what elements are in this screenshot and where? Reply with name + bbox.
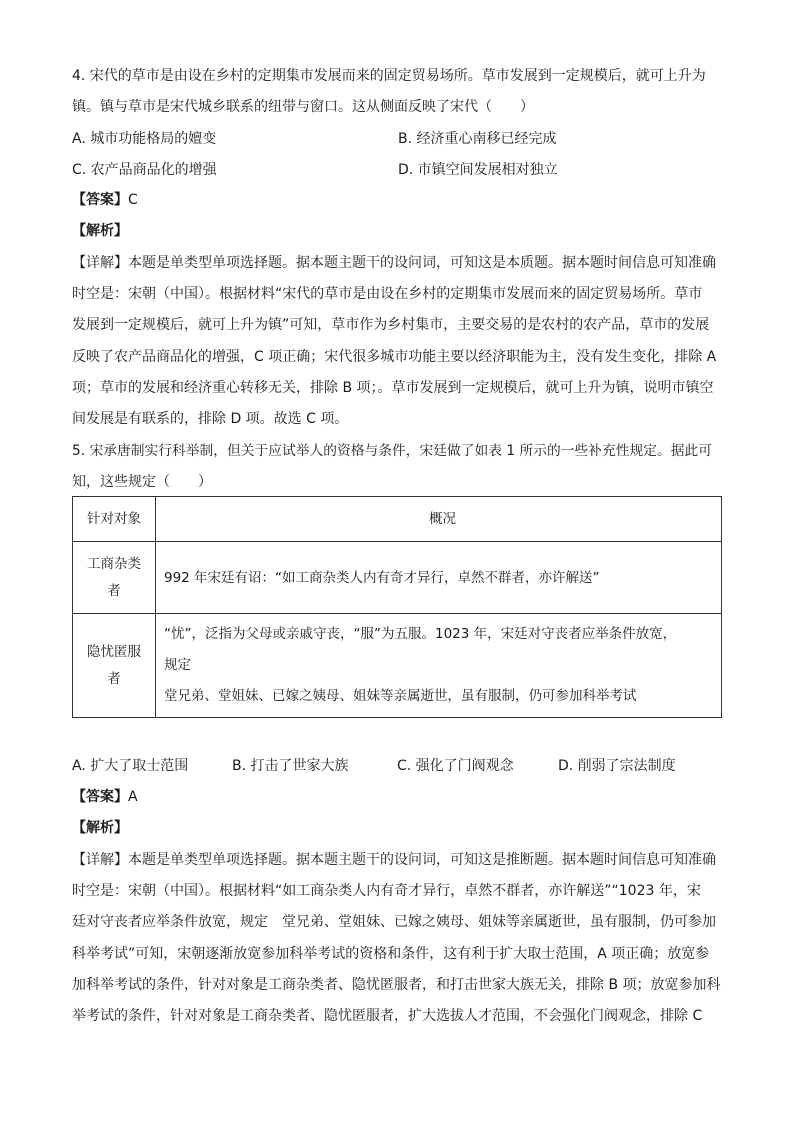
q5-option-a: A. 扩大了取士范围 [72, 758, 189, 774]
q4-detail-line-3: 发展到一定规模后，就可上升为镇”可知，草市作为乡村集市，主要交易的是农村的农产品，草市的发展 [72, 317, 710, 333]
q5-material-table [72, 496, 722, 718]
q4-stem-line-2: 镇。镇与草市是宋代城乡联系的纽带与窗口。这从侧面反映了宋代（ ） [72, 99, 534, 115]
table-row [73, 542, 722, 614]
q5-detail-line-6: 举考试的条件，针对对象是工商杂类者、隐忧匿服者，扩大选拔人才范围，不会强化门阀观念，排除 C [72, 1008, 703, 1024]
q4-answer-value: C [128, 192, 138, 208]
q5-option-c: C. 强化了门阀观念 [397, 758, 514, 774]
q4-detail-line-5: 项；草市的发展和经济重心转移无关，排除 B 项；。草市发展到一定规模后，就可上升为镇，说明市镇空 [72, 380, 714, 396]
q5-stem-line-2: 知，这些规定（ ） [72, 474, 212, 490]
table-cell-desc [156, 542, 722, 614]
q4-option-d: D. 市镇空间发展相对独立 [398, 162, 558, 178]
table-header-row [73, 497, 722, 542]
q5-detail-line-4: 科举考试”可知，宋朝逐渐放宽参加科举考试的资格和条件，这有利于扩大取士范围，A 项正确；放宽参 [72, 946, 710, 962]
table-row [73, 614, 722, 718]
q4-option-a: A. 城市功能格局的嬗变 [72, 131, 217, 147]
desc-line: 堂兄弟、堂姐妹、已嫁之姨母、姐妹等亲属逝世，虽有服制，仍可参加科举考试 [164, 688, 637, 704]
q4-option-b: B. 经济重心南移已经完成 [398, 131, 557, 147]
q5-detail-line-3: 廷对守丧者应举条件放宽，规定 堂兄弟、堂姐妹、已嫁之姨母、姐妹等亲属逝世，虽有服制，仍可参加 [72, 914, 716, 930]
target-line: 工商杂类 [87, 555, 141, 572]
target-line: 者 [107, 670, 121, 687]
q4-answer [72, 190, 138, 210]
q4-detail-line-6: 间发展是有联系的，排除 D 项。故选 C 项。 [72, 411, 349, 427]
desc-line: 992 年宋廷有诏：“如工商杂类人内有奇才异行，卓然不群者，亦许解送” [164, 569, 600, 586]
q5-option-b: B. 打击了世家大族 [232, 758, 349, 774]
q4-analysis-label: 【解析】 [72, 223, 128, 239]
table-cell-target [73, 542, 156, 614]
q5-answer-tag: 【答案】 [72, 789, 128, 805]
q5-stem-line-1: 5. 宋承唐制实行科举制，但关于应试举人的资格与条件，宋廷做了如表 1 所示的一些补充性规定。据此可 [72, 443, 712, 459]
q4-analysis-tag [72, 221, 128, 241]
target-line: 者 [107, 582, 121, 599]
table-cell-target [73, 614, 156, 718]
q5-answer [72, 787, 138, 807]
q4-option-c: C. 农产品商品化的增强 [72, 162, 217, 178]
table-header-overview: 概况 [156, 497, 722, 542]
q4-detail-line-2: 时空是：宋朝（中国）。根据材料“宋代的草市是由设在乡村的定期集市发展而来的固定贸易场所。草市 [72, 286, 703, 302]
q4-detail-line-4: 反映了农产品商品化的增强，C 项正确；宋代很多城市功能主要以经济职能为主，没有发生变化，排除 A [72, 349, 717, 365]
q5-analysis-label: 【解析】 [72, 820, 128, 836]
q4-stem-line-1: 4. 宋代的草市是由设在乡村的定期集市发展而来的固定贸易场所。草市发展到一定规模后，就可上升为 [72, 68, 706, 84]
q4-answer-tag: 【答案】 [72, 192, 128, 208]
q5-option-d: D. 削弱了宗法制度 [558, 758, 676, 774]
desc-line: “忧”，泛指为父母或亲戚守丧，“服”为五服。1023 年，宋廷对守丧者应举条件放宽， [164, 626, 677, 642]
q5-detail-line-2: 时空是：宋朝（中国）。根据材料“如工商杂类人内有奇才异行，卓然不群者，亦许解送”“1023 年，宋 [72, 883, 701, 899]
table-cell-desc [156, 614, 722, 718]
q5-detail-line-5: 加科举考试的条件，针对对象是工商杂类者、隐忧匿服者，和打击世家大族无关，排除 B 项；放宽参加科 [72, 977, 721, 993]
q5-detail-line-1: 【详解】本题是单类型单项选择题。据本题主题干的设问词，可知这是推断题。据本题时间信息可知准确 [72, 852, 716, 868]
q4-detail-line-1: 【详解】本题是单类型单项选择题。据本题主题干的设问词，可知这是本质题。据本题时间信息可知准确 [72, 255, 716, 271]
q5-answer-value: A [128, 789, 138, 805]
desc-line: 规定 [164, 657, 191, 673]
target-line: 隐忧匿服 [87, 643, 141, 660]
table-header-target: 针对对象 [73, 497, 156, 542]
q5-analysis-tag [72, 818, 128, 838]
